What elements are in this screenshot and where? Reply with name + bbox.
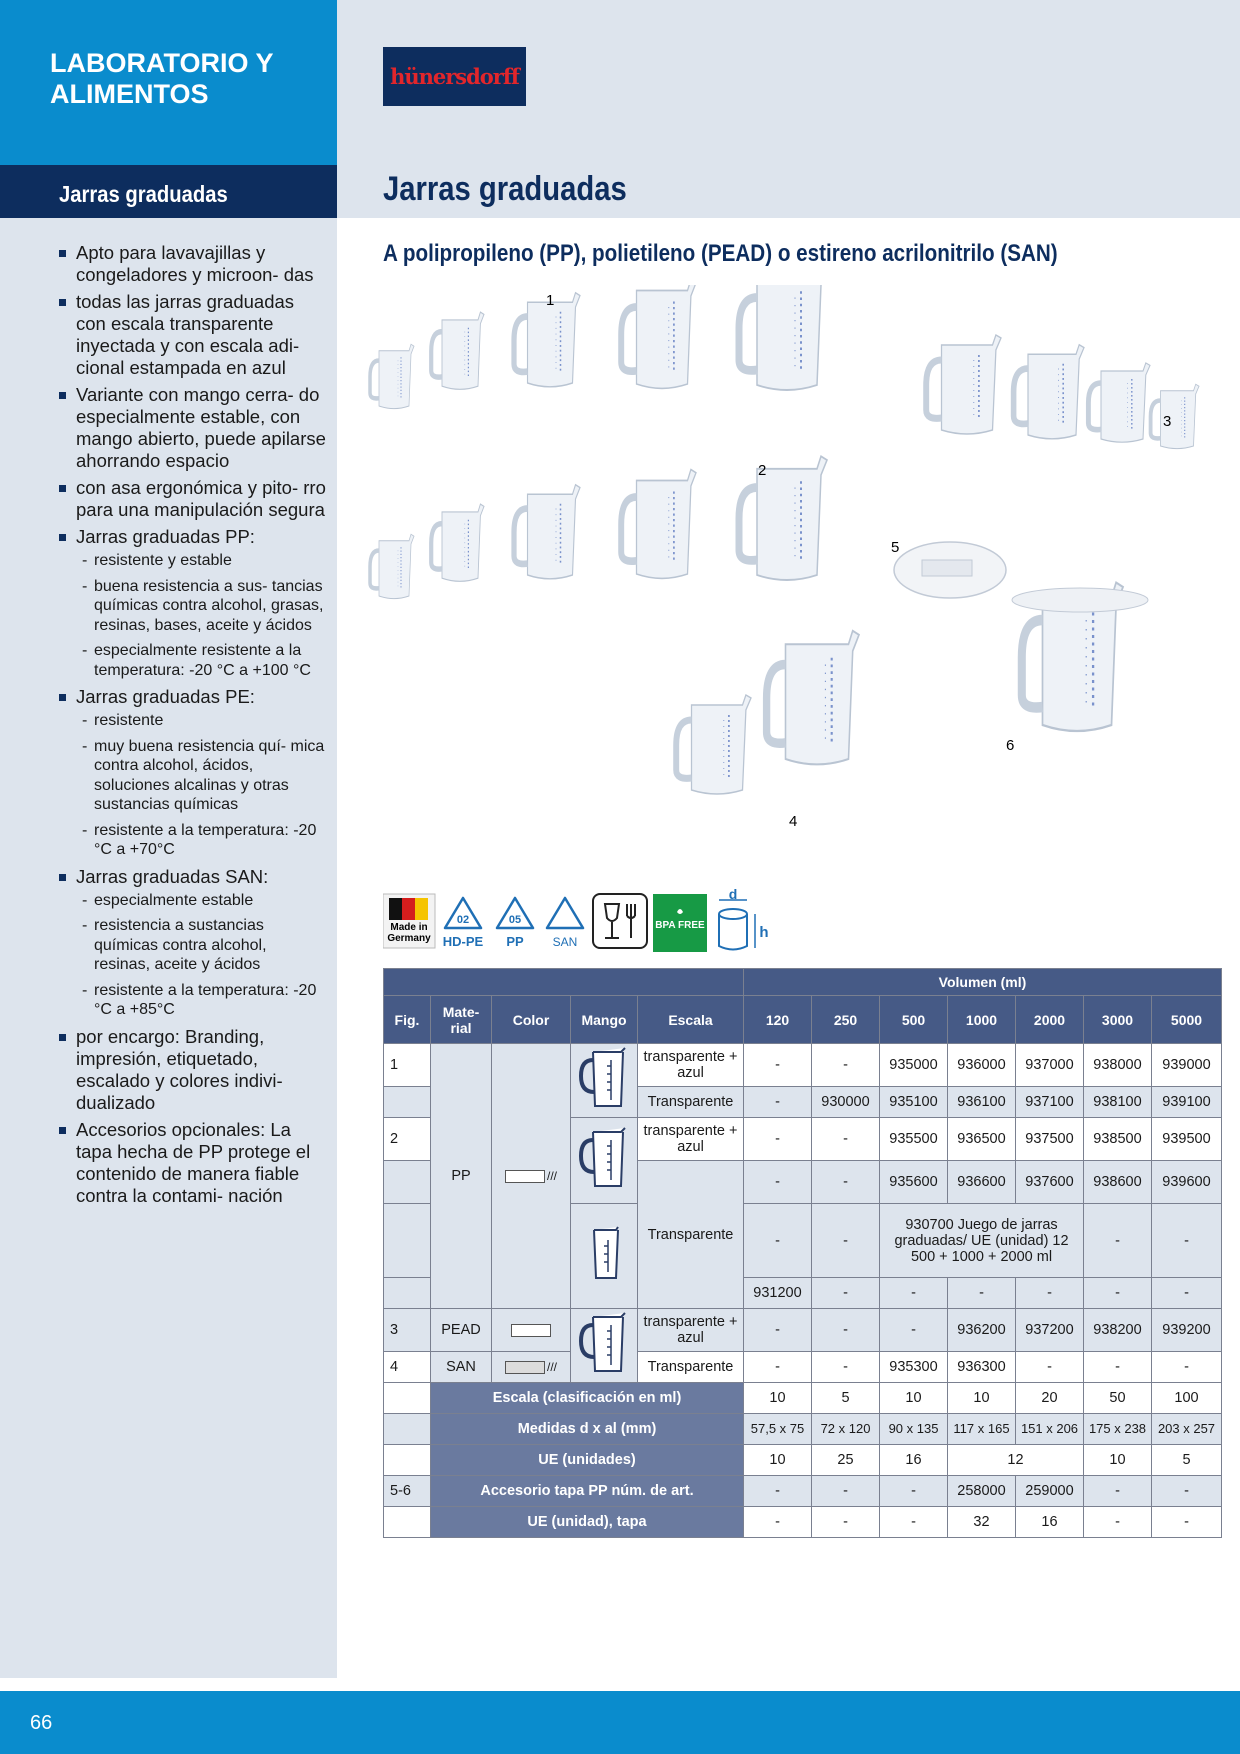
feature-item — [58, 526, 326, 680]
mango-cell — [571, 1044, 638, 1118]
value-cell: 935500 — [880, 1118, 948, 1161]
value-cell: 937200 — [1016, 1309, 1084, 1352]
value-cell: 258000 — [948, 1476, 1016, 1507]
svg-text:Made in: Made in — [390, 922, 428, 933]
open-handle-icon — [584, 1226, 624, 1282]
feature-item — [58, 686, 326, 860]
value-cell: 16 — [1016, 1507, 1084, 1538]
value-cell: 72 x 120 — [812, 1414, 880, 1445]
fig-cell: 2 — [384, 1118, 431, 1161]
value-cell: - — [1152, 1507, 1222, 1538]
food-safe-icon — [593, 894, 647, 948]
value-cell: 939000 — [1152, 1044, 1222, 1087]
feature-sublist — [76, 711, 326, 860]
value-cell: 203 x 257 — [1152, 1414, 1222, 1445]
feature-text: con asa ergonómica y pito- rro para una manipulación segura — [76, 477, 326, 520]
volume-header-spacer — [384, 969, 744, 996]
value-cell: - — [744, 1507, 812, 1538]
fig-cell — [384, 1204, 431, 1278]
value-cell: - — [744, 1204, 812, 1278]
value-cell: - — [812, 1118, 880, 1161]
escala-cell: transparente + azul — [638, 1309, 744, 1352]
color-cell — [492, 1044, 571, 1309]
escala-cell: Transparente — [638, 1087, 744, 1118]
feature-subitem: - resistente y estable — [76, 551, 326, 571]
feature-subitem: - muy buena resistencia quí- mica contra alcohol, ácidos, soluciones alcalinas y otras sustancias químicas — [76, 737, 326, 815]
value-cell: - — [744, 1044, 812, 1087]
feature-subitem: - especialmente estable — [76, 891, 326, 911]
feature-text: Apto para lavavajillas y congeladores y microon- das — [76, 242, 314, 285]
value-cell: 938100 — [1084, 1087, 1152, 1118]
table-row — [384, 1352, 1222, 1383]
brand-logo-text: hünersdorff — [390, 64, 519, 89]
value-cell: 938600 — [1084, 1161, 1152, 1204]
slashes: /// — [546, 1360, 557, 1375]
feature-item — [58, 866, 326, 1020]
svg-text:HD-PE: HD-PE — [442, 934, 484, 949]
row-label: Accesorio tapa PP núm. de art. — [431, 1476, 744, 1507]
value-cell: - — [744, 1352, 812, 1383]
value-cell: 935100 — [880, 1087, 948, 1118]
value-cell: 937000 — [1016, 1044, 1084, 1087]
set-cell: 930700 Juego de jarras graduadas/ UE (unidad) 12 500 + 1000 + 2000 ml — [880, 1204, 1084, 1278]
value-cell: 936200 — [948, 1309, 1016, 1352]
value-cell: 935600 — [880, 1161, 948, 1204]
closed-handle-icon — [577, 1046, 631, 1112]
feature-list — [58, 242, 326, 1212]
feature-text: Accesorios opcionales: La tapa hecha de PP protege el contenido de manera fiable contra la contami- nación — [76, 1118, 311, 1206]
product-table — [383, 968, 1222, 1538]
col-volume-3000: 3000 — [1084, 996, 1152, 1044]
value-cell: 5 — [1152, 1445, 1222, 1476]
svg-text:02: 02 — [456, 914, 470, 926]
value-cell: - — [812, 1278, 880, 1309]
value-cell: - — [744, 1087, 812, 1118]
col-escala: Escala — [638, 996, 744, 1044]
product-photo — [362, 285, 1202, 855]
value-cell: 937600 — [1016, 1161, 1084, 1204]
value-cell: - — [1084, 1476, 1152, 1507]
material-cell: PEAD — [431, 1309, 492, 1352]
brand-logo — [383, 47, 526, 106]
dimension-icon — [719, 888, 769, 950]
value-cell: - — [1152, 1476, 1222, 1507]
fig-cell: 3 — [384, 1309, 431, 1352]
color-swatch — [511, 1324, 551, 1337]
value-cell: - — [880, 1278, 948, 1309]
col-volume-2000: 2000 — [1016, 996, 1084, 1044]
row-label: UE (unidad), tapa — [431, 1507, 744, 1538]
value-cell: 20 — [1016, 1383, 1084, 1414]
value-cell: 12 — [948, 1445, 1084, 1476]
color-cell — [492, 1352, 571, 1383]
fig-cell — [384, 1507, 431, 1538]
value-cell: - — [1152, 1278, 1222, 1309]
value-cell: 10 — [744, 1445, 812, 1476]
row-label: UE (unidades) — [431, 1445, 744, 1476]
svg-text:BPA FREE: BPA FREE — [655, 920, 705, 931]
feature-item — [58, 477, 326, 521]
value-cell: - — [1084, 1507, 1152, 1538]
photo-label-2: 2 — [758, 462, 767, 479]
value-cell: 175 x 238 — [1084, 1414, 1152, 1445]
feature-item — [58, 384, 326, 472]
feature-item — [58, 1119, 326, 1207]
jug-with-lid — [1012, 583, 1148, 732]
value-cell: 936600 — [948, 1161, 1016, 1204]
made-in-germany-icon — [383, 894, 435, 948]
value-cell: 90 x 135 — [880, 1414, 948, 1445]
footer-band — [0, 1691, 1240, 1754]
col-volume-500: 500 — [880, 996, 948, 1044]
table-row — [384, 1309, 1222, 1352]
value-cell: 935300 — [880, 1352, 948, 1383]
value-cell: - — [812, 1352, 880, 1383]
page-subtitle: A polipropileno (PP), polietileno (PEAD) o estireno acrilonitrilo (SAN) — [383, 240, 1058, 267]
value-cell: - — [744, 1476, 812, 1507]
table-row — [384, 1383, 1222, 1414]
material-cell: SAN — [431, 1352, 492, 1383]
value-cell: 10 — [880, 1383, 948, 1414]
value-cell: 937100 — [1016, 1087, 1084, 1118]
value-cell: 930000 — [812, 1087, 880, 1118]
value-cell: - — [1084, 1352, 1152, 1383]
value-cell: 939200 — [1152, 1309, 1222, 1352]
value-cell: - — [948, 1278, 1016, 1309]
jug-group-4 — [676, 631, 859, 794]
photo-label-3: 3 — [1163, 413, 1172, 430]
svg-text:Germany: Germany — [387, 933, 431, 944]
category-title: LABORATORIO Y ALIMENTOS — [50, 48, 274, 109]
table-row — [384, 1507, 1222, 1538]
value-cell: 5 — [812, 1383, 880, 1414]
row-label: Escala (clasificación en ml) — [431, 1383, 744, 1414]
closed-handle-icon — [577, 1311, 631, 1377]
feature-subitem: - especialmente resistente a la temperatura: -20 °C a +100 °C — [76, 641, 326, 680]
svg-text:SAN: SAN — [552, 935, 578, 949]
escala-cell: Transparente — [638, 1161, 744, 1309]
col-mango: Mango — [571, 996, 638, 1044]
jug-group-1 — [370, 285, 827, 409]
value-cell: - — [812, 1044, 880, 1087]
value-cell: 937500 — [1016, 1118, 1084, 1161]
feature-text: Jarras graduadas PP: — [76, 526, 255, 547]
value-cell: 936500 — [948, 1118, 1016, 1161]
value-cell: - — [880, 1507, 948, 1538]
volume-header: Volumen (ml) — [744, 969, 1222, 996]
escala-cell: Transparente — [638, 1352, 744, 1383]
page-number: 66 — [30, 1712, 53, 1734]
lid — [894, 542, 1006, 598]
photo-label-6: 6 — [1006, 737, 1015, 754]
value-cell: 10 — [1084, 1445, 1152, 1476]
fig-cell — [384, 1383, 431, 1414]
value-cell: 938200 — [1084, 1309, 1152, 1352]
fig-cell — [384, 1445, 431, 1476]
fig-cell: 5-6 — [384, 1476, 431, 1507]
feature-text: Jarras graduadas PE: — [76, 686, 255, 707]
feature-subitem: - resistente a la temperatura: -20 °C a +70°C — [76, 821, 326, 860]
value-cell: - — [812, 1476, 880, 1507]
feature-item — [58, 242, 326, 286]
slashes: /// — [546, 1169, 557, 1184]
value-cell: 939600 — [1152, 1161, 1222, 1204]
feature-sublist — [76, 551, 326, 680]
value-cell: - — [744, 1161, 812, 1204]
svg-text:d: d — [728, 888, 738, 902]
fig-cell: 4 — [384, 1352, 431, 1383]
value-cell: 16 — [880, 1445, 948, 1476]
fig-cell: 1 — [384, 1044, 431, 1087]
col-color: Color — [492, 996, 571, 1044]
value-cell: - — [1084, 1278, 1152, 1309]
value-cell: - — [1016, 1278, 1084, 1309]
value-cell: - — [1084, 1204, 1152, 1278]
svg-text:h: h — [759, 924, 769, 941]
value-cell: 10 — [744, 1383, 812, 1414]
escala-cell: transparente + azul — [638, 1044, 744, 1087]
mango-cell — [571, 1309, 638, 1383]
value-cell: 151 x 206 — [1016, 1414, 1084, 1445]
material-cell: PP — [431, 1044, 492, 1309]
col-fig: Fig. — [384, 996, 431, 1044]
fig-cell — [384, 1087, 431, 1118]
feature-subitem: - buena resistencia a sus- tancias químicas contra alcohol, grasas, resinas, bases, aceite y ácidos — [76, 577, 326, 636]
feature-subitem: - resistencia a sustancias químicas contra alcohol, resinas, aceite y ácidos — [76, 916, 326, 975]
certification-icons — [383, 888, 773, 954]
escala-cell: transparente + azul — [638, 1118, 744, 1161]
photo-label-1: 1 — [546, 292, 555, 309]
value-cell: - — [812, 1204, 880, 1278]
feature-subitem: - resistente — [76, 711, 326, 731]
value-cell: - — [812, 1309, 880, 1352]
feature-item — [58, 1026, 326, 1114]
feature-item — [58, 291, 326, 379]
mango-cell — [571, 1204, 638, 1309]
col-material: Mate- rial — [431, 996, 492, 1044]
value-cell: - — [1152, 1204, 1222, 1278]
fig-cell — [384, 1161, 431, 1204]
recycle-hdpe-icon — [443, 898, 484, 949]
mango-cell — [571, 1118, 638, 1204]
value-cell: 50 — [1084, 1383, 1152, 1414]
value-cell: 935000 — [880, 1044, 948, 1087]
photo-label-4: 4 — [789, 813, 798, 830]
feature-text: por encargo: Branding, impresión, etiquetado, escalado y colores indivi- dualizado — [76, 1025, 283, 1113]
section-label: Jarras graduadas — [59, 181, 228, 207]
page-title: Jarras graduadas — [383, 170, 627, 208]
fig-cell — [384, 1414, 431, 1445]
fig-cell — [384, 1278, 431, 1309]
col-volume-5000: 5000 — [1152, 996, 1222, 1044]
value-cell: 936000 — [948, 1044, 1016, 1087]
col-volume-1000: 1000 — [948, 996, 1016, 1044]
value-cell: - — [880, 1309, 948, 1352]
feature-text: Jarras graduadas SAN: — [76, 865, 269, 887]
value-cell: 931200 — [744, 1278, 812, 1309]
closed-handle-icon — [577, 1126, 631, 1192]
value-cell: - — [812, 1507, 880, 1538]
value-cell: 57,5 x 75 — [744, 1414, 812, 1445]
value-cell: 939100 — [1152, 1087, 1222, 1118]
value-cell: 936300 — [948, 1352, 1016, 1383]
recycle-san-icon — [547, 898, 583, 949]
value-cell: - — [744, 1118, 812, 1161]
value-cell: 32 — [948, 1507, 1016, 1538]
table-row — [384, 1445, 1222, 1476]
value-cell: 936100 — [948, 1087, 1016, 1118]
recycle-pp-icon — [497, 898, 533, 949]
svg-text:05: 05 — [508, 914, 522, 926]
table-row — [384, 1414, 1222, 1445]
color-cell — [492, 1309, 571, 1352]
value-cell: 259000 — [1016, 1476, 1084, 1507]
feature-subitem: - resistente a la temperatura: -20 °C a +85°C — [76, 981, 326, 1020]
value-cell: - — [812, 1161, 880, 1204]
value-cell: 938000 — [1084, 1044, 1152, 1087]
color-swatch — [505, 1361, 545, 1374]
table-row — [384, 1476, 1222, 1507]
value-cell: - — [744, 1309, 812, 1352]
svg-text:PP: PP — [506, 934, 524, 949]
row-label: Medidas d x al (mm) — [431, 1414, 744, 1445]
value-cell: 117 x 165 — [948, 1414, 1016, 1445]
value-cell: - — [1152, 1352, 1222, 1383]
value-cell: 25 — [812, 1445, 880, 1476]
photo-label-5: 5 — [891, 539, 900, 556]
table-row — [384, 1044, 1222, 1087]
value-cell: 100 — [1152, 1383, 1222, 1414]
bpa-free-icon — [653, 894, 707, 952]
feature-text: todas las jarras graduadas con escala transparente inyectada y con escala adi- cional estampada en azul — [76, 291, 300, 378]
value-cell: - — [880, 1476, 948, 1507]
col-volume-250: 250 — [812, 996, 880, 1044]
feature-text: Variante con mango cerra- do especialmente estable, con mango abierto, puede apilarse ahorrando espacio — [76, 384, 326, 471]
value-cell: 938500 — [1084, 1118, 1152, 1161]
feature-sublist — [76, 891, 326, 1020]
jug-group-3 — [926, 335, 1199, 449]
value-cell: 939500 — [1152, 1118, 1222, 1161]
col-volume-120: 120 — [744, 996, 812, 1044]
value-cell: - — [1016, 1352, 1084, 1383]
value-cell: 10 — [948, 1383, 1016, 1414]
color-swatch — [505, 1170, 545, 1183]
